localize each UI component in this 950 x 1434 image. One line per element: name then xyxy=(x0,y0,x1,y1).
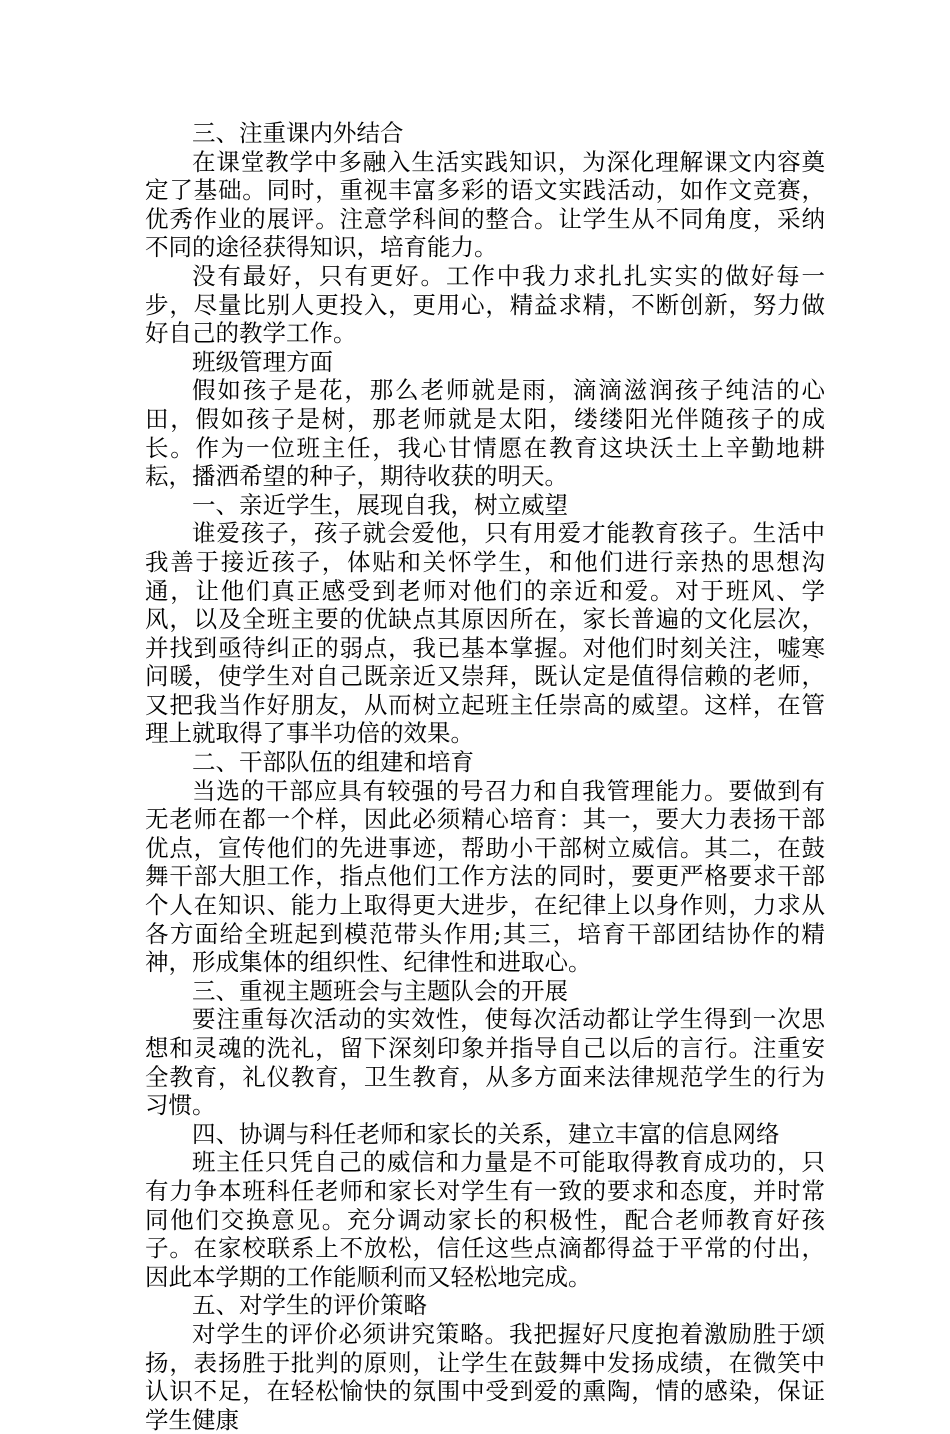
section-heading-evaluation: 五、对学生的评价策略 xyxy=(192,1291,427,1320)
body-paragraph-practice: 在课堂教学中多融入生活实践知识，为深化理解课文内容奠定了基础。同时，重视丰富多彩的语文实践活动，如作文竞赛，优秀作业的展评。注意学科间的整合。让学生从不同角度，采纳不同的途径获得知识，培育能力。 xyxy=(145,147,825,262)
section-heading-integration: 三、注重课内外结合 xyxy=(192,119,404,147)
body-paragraph-evaluation-strategy: 对学生的评价必须讲究策略。我把握好尺度抱着激励胜于颂扬，表扬胜于批判的原则，让学生在鼓舞中发扬成绩，在微笑中认识不足，在轻松愉快的氛围中受到爱的熏陶，情的感染，保证学生健康 xyxy=(145,1319,825,1434)
section-heading-approach-students: 一、亲近学生，展现自我，树立威望 xyxy=(192,490,568,519)
document-body xyxy=(145,119,825,1434)
section-heading-cadre-team: 二、干部队伍的组建和培育 xyxy=(192,748,474,777)
body-paragraph-parents-teachers: 班主任只凭自己的威信和力量是不可能取得教育成功的，只有力争本班科任老师和家长对学生有一致的要求和态度，并时常同他们交换意见。充分调动家长的积极性，配合老师教育好孩子。在家校联系上不放松，信任这些点滴都得益于平常的付出，因此本学期的工作能顺利而又轻松地完成。 xyxy=(145,1148,825,1291)
section-heading-coordination: 四、协调与科任老师和家长的关系，建立丰富的信息网络 xyxy=(192,1119,780,1148)
section-heading-class-management: 班级管理方面 xyxy=(192,347,333,376)
body-paragraph-no-best: 没有最好，只有更好。工作中我力求扎扎实实的做好每一步，尽量比别人更投入，更用心，精益求精，不断创新，努力做好自己的教学工作。 xyxy=(145,261,825,348)
body-paragraph-activity-effectiveness: 要注重每次活动的实效性，使每次活动都让学生得到一次思想和灵魂的洗礼，留下深刻印象并指导自己以后的言行。注重安全教育，礼仪教育，卫生教育，从多方面来法律规范学生的行为习惯。 xyxy=(145,1005,825,1120)
body-paragraph-love-children: 谁爱孩子，孩子就会爱他，只有用爱才能教育孩子。生活中我善于接近孩子，体贴和关怀学生，和他们进行亲热的思想沟通，让他们真正感受到老师对他们的亲近和爱。对于班风、学风，以及全班主要的优缺点其原因所在，家长普遍的文化层次，并找到亟待纠正的弱点，我已基本掌握。对他们时刻关注，嘘寒问暖，使学生对自己既亲近又崇拜，既认定是值得信赖的老师，又把我当作好朋友，从而树立起班主任崇高的威望。这样，在管理上就取得了事半功倍的效果。 xyxy=(145,519,825,748)
section-heading-theme-meetings: 三、重视主题班会与主题队会的开展 xyxy=(192,976,568,1005)
body-paragraph-flower-rain: 假如孩子是花，那么老师就是雨，滴滴滋润孩子纯洁的心田，假如孩子是树，那老师就是太阳，缕缕阳光伴随孩子的成长。作为一位班主任，我心甘情愿在教育这块沃土上辛勤地耕耘，播洒希望的种子，期待收获的明天。 xyxy=(145,376,825,491)
body-paragraph-cadre-training: 当选的干部应具有较强的号召力和自我管理能力。要做到有无老师在都一个样，因此必须精心培育：其一，要大力表扬干部优点，宣传他们的先进事迹，帮助小干部树立威信。其二，在鼓舞干部大胆工作，指点他们工作方法的同时，要更严格要求干部个人在知识、能力上取得更大进步，在纪律上以身作则，力求从各方面给全班起到模范带头作用;其三，培育干部团结协作的精神，形成集体的组织性、纪律性和进取心。 xyxy=(145,776,825,977)
